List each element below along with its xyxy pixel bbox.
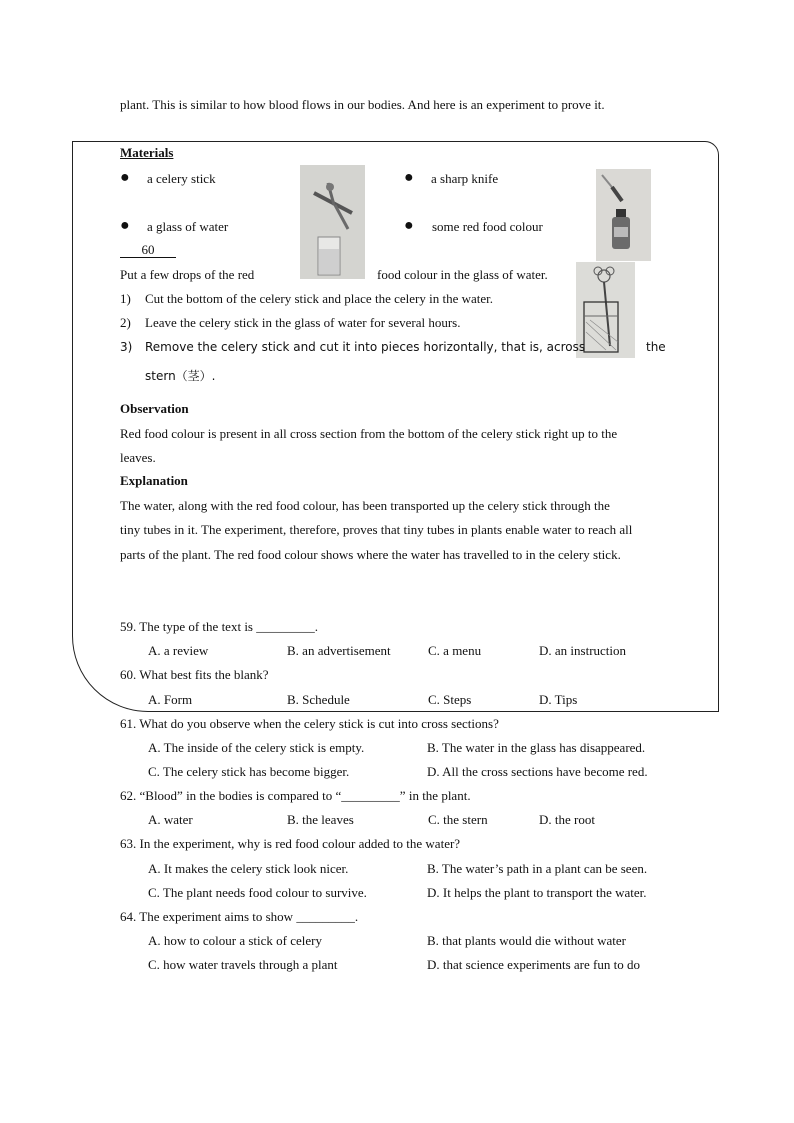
step-number: 3) [120, 340, 133, 354]
explanation-line: tiny tubes in it. The experiment, therefore, proves that tiny tubes in plants enable water to reach all [120, 522, 633, 537]
observation-line: Red food colour is present in all cross section from the bottom of the celery stick right up to the [120, 426, 618, 441]
step-text: Remove the celery stick and cut it into pieces horizontally, that is, across [145, 340, 586, 354]
option-b: B. The water in the glass has disappeared. [427, 740, 646, 755]
option-a: A. how to colour a stick of celery [148, 933, 323, 948]
question-stem-64: 64. The experiment aims to show _________. [120, 909, 359, 924]
option-b: B. that plants would die without water [427, 933, 626, 948]
step-text: Cut the bottom of the celery stick and place the celery in the water. [145, 291, 493, 306]
explanation-line: parts of the plant. The red food colour shows where the water has travelled to in the celery stick. [120, 547, 621, 562]
option-d: D. Tips [539, 692, 578, 707]
material-item: a sharp knife [431, 171, 499, 186]
question-stem-62: 62. “Blood” in the bodies is compared to “_________” in the plant. [120, 788, 471, 803]
explanation-line: The water, along with the red food colour, has been transported up the celery stick through the [120, 498, 610, 513]
option-c: C. a menu [428, 643, 482, 658]
option-b: B. an advertisement [287, 643, 391, 658]
material-item: a celery stick [147, 171, 216, 186]
celery-and-glass-image [300, 165, 365, 279]
bullet-icon: ● [120, 169, 130, 186]
option-a: A. water [148, 812, 193, 827]
option-d: D. that science experiments are fun to do [427, 957, 640, 972]
bullet-icon: ● [404, 169, 414, 186]
intro-line: plant. This is similar to how blood flows in our bodies. And here is an experiment to prove it. [120, 97, 605, 112]
option-d: D. the root [539, 812, 595, 827]
step-text: Leave the celery stick in the glass of water for several hours. [145, 315, 461, 330]
option-d: D. All the cross sections have become red. [427, 764, 648, 779]
materials-heading: Materials [120, 145, 174, 160]
observation-heading: Observation [120, 401, 189, 416]
option-a: A. a review [148, 643, 209, 658]
question-stem-61: 61. What do you observe when the celery stick is cut into cross sections? [120, 716, 499, 731]
step-text-tail: the [646, 340, 666, 354]
option-c: C. Steps [428, 692, 472, 707]
step-number: 1) [120, 291, 131, 306]
option-b: B. the leaves [287, 812, 354, 827]
option-b: B. The water’s path in a plant can be seen. [427, 861, 648, 876]
steps-intro-prefix: Put a few drops of the red [120, 267, 255, 282]
question-stem-60: 60. What best fits the blank? [120, 667, 269, 682]
steps-intro-suffix: food colour in the glass of water. [377, 267, 548, 282]
option-c: C. the stern [428, 812, 488, 827]
option-a: A. The inside of the celery stick is empty. [148, 740, 365, 755]
bullet-icon: ● [404, 217, 414, 234]
option-c: C. The plant needs food colour to survive. [148, 885, 367, 900]
option-a: A. Form [148, 692, 193, 707]
question-stem-59: 59. The type of the text is _________. [120, 619, 318, 634]
bullet-icon: ● [120, 217, 130, 234]
step-number: 2) [120, 315, 131, 330]
material-item: some red food colour [432, 219, 543, 234]
step-text-continuation: stern（茎）. [145, 369, 216, 383]
option-d: D. It helps the plant to transport the water. [427, 885, 647, 900]
question-stem-63: 63. In the experiment, why is red food colour added to the water? [120, 836, 461, 851]
option-b: B. Schedule [287, 692, 350, 707]
knife-and-food-colour-image [596, 169, 651, 261]
material-item: a glass of water [147, 219, 229, 234]
option-a: A. It makes the celery stick look nicer. [148, 861, 349, 876]
option-c: C. how water travels through a plant [148, 957, 338, 972]
option-c: C. The celery stick has become bigger. [148, 764, 350, 779]
option-d: D. an instruction [539, 643, 627, 658]
observation-line: leaves. [120, 450, 156, 465]
explanation-heading: Explanation [120, 473, 188, 488]
blank-answer-60: 60 [120, 243, 176, 258]
